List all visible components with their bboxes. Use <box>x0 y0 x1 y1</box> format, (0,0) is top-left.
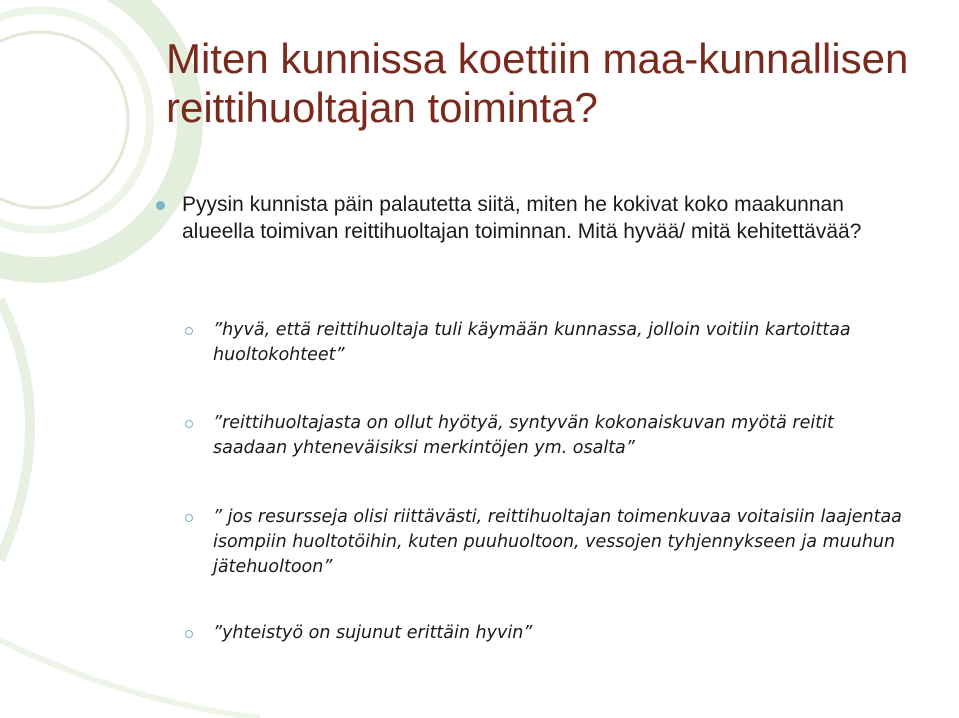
hollow-circle-bullet-icon <box>185 630 193 638</box>
slide-title: Miten kunnissa koettiin maa-kunnallisen reittihuoltajan toiminta? <box>166 35 909 131</box>
decor-arc-bottom <box>0 640 260 718</box>
hollow-circle-bullet-icon <box>185 327 193 335</box>
sub-bullet-4 <box>185 621 905 646</box>
sub-bullet-3 <box>185 505 905 580</box>
main-bullet-text: Pyysin kunnista päin palautetta siitä, miten he kokivat koko maakunnan alueella toimivan reittihuoltajan toiminnan. Mitä hyvää/ mitä kehitettävää? <box>182 193 862 243</box>
decor-ring-thin <box>0 32 128 208</box>
sub-bullet-text: ”reittihuoltajasta on ollut hyötyä, syntyvän kokonaiskuvan myötä reitit saadaan yhteneväisiksi merkintöjen ym. osalta” <box>213 413 834 458</box>
sub-bullet-1 <box>185 318 905 368</box>
filled-circle-bullet-icon <box>156 201 165 210</box>
main-bullet <box>166 191 896 245</box>
decor-arc-left <box>0 300 30 560</box>
sub-bullet-2 <box>185 411 905 461</box>
sub-bullet-text: ”yhteistyö on sujunut erittäin hyvin” <box>213 623 533 643</box>
sub-bullet-text: ”hyvä, että reittihuoltaja tuli käymään kunnassa, jolloin voitiin kartoittaa huoltokohteet” <box>213 320 851 365</box>
hollow-circle-bullet-icon <box>185 514 193 522</box>
hollow-circle-bullet-icon <box>185 420 193 428</box>
sub-bullet-text: ” jos resursseja olisi riittävästi, reittihuoltajan toimenkuvaa voitaisiin laajentaa isompiin huoltotöihin, kuten puuhuoltoon, vessojen tyhjennykseen ja muuhun jätehuoltoon” <box>213 507 902 577</box>
